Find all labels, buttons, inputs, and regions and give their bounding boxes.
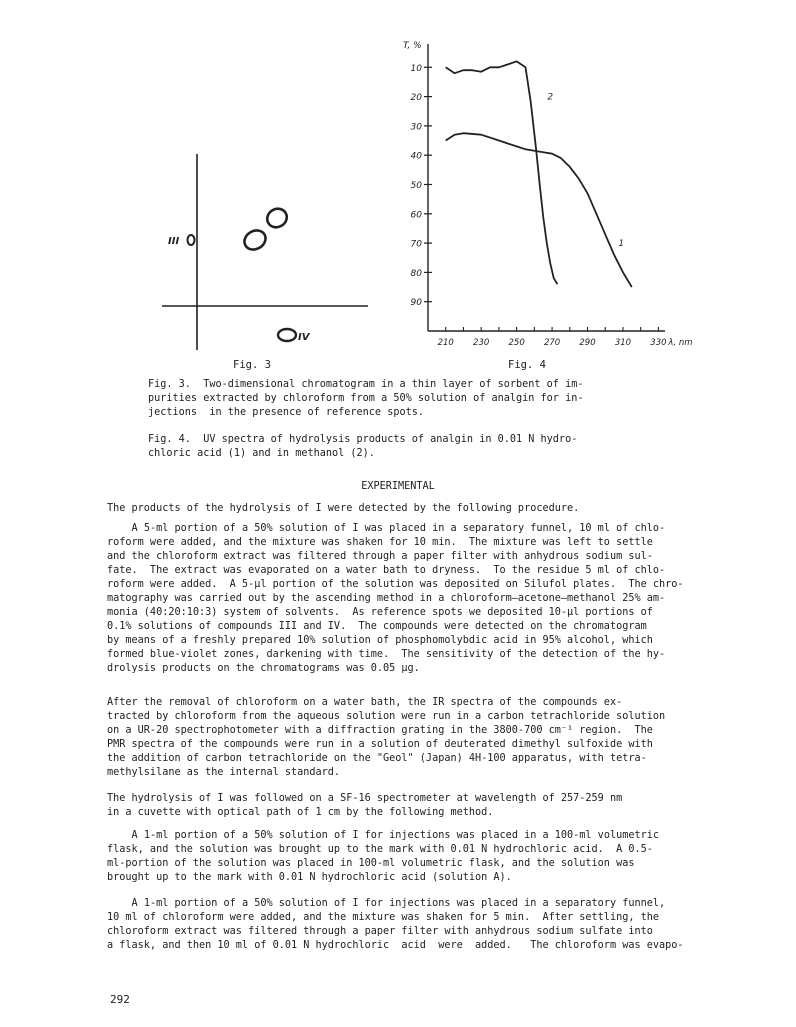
fig4-y-tick-label: 50 (410, 181, 422, 191)
fig4-y-tick-label: 20 (410, 93, 422, 104)
fig4-x-tick-label: 210 (437, 338, 454, 348)
fig3-spot-b (264, 205, 290, 231)
fig3-chromatogram (150, 150, 380, 350)
fig3-spot-iii (188, 235, 195, 245)
fig4-series-2-line (446, 61, 558, 284)
fig4-x-tick-label: 330 (650, 338, 667, 348)
fig4-y-tick-label: 40 (410, 151, 422, 162)
fig4-y-tick-label: 80 (410, 268, 422, 279)
paragraph-hydrolysis: The hydrolysis of I was followed on a SF-16 spectrometer at wavelength of 257-259 nm in a cuvette with optical path of 1 cm by the following method. (107, 793, 623, 818)
fig3-label: Fig. 3 (233, 359, 271, 371)
fig3-spot-iv (278, 329, 296, 341)
fig4-series-1-line (446, 133, 632, 287)
fig4-x-tick-label: 270 (543, 338, 561, 348)
fig4-y-tick-label: 10 (410, 63, 422, 74)
fig4-y-tick-label: 60 (410, 210, 422, 221)
paragraph-intro: The products of the hydrolysis of I were detected by the following procedure. (107, 503, 580, 514)
fig4-y-tick-label: 30 (410, 122, 422, 133)
page-number: 292 (110, 993, 130, 1006)
fig3-caption: Fig. 3. Two-dimensional chromatogram in a thin layer of sorbent of im- purities extracted by chloroform from a 50% solution of analgin for in- jections in the presence of reference spots. (148, 379, 584, 418)
fig4-curve-2-label: 2 (547, 92, 554, 103)
fig4-x-tick-label: 230 (473, 338, 490, 348)
paragraph-extraction: A 1-ml portion of a 50% solution of I for injections was placed in a separatory funnel, 10 ml of chloroform were added, and the mixture was shaken for 5 min. After settling, the chloroform extract was filtered through a paper filter with anhydrous sodium sulfate into a flask, and then 10 ml of 0.01 N hydrochloric acid were added. The chloroform was evapo- (107, 898, 684, 951)
fig4-y-tick-label: 90 (410, 298, 422, 309)
paragraph-solution-a: A 1-ml portion of a 50% solution of I for injections was placed in a 100-ml volumetric flask, and the solution was brought up to the mark with 0.01 N hydrochloric acid. A 0.5- ml-portion of the solution was placed in 100-ml volumetric flask, and the solution was brought up to the mark with 0.01 N hydrochloric acid (solution A). (107, 830, 660, 883)
fig4-x-axis-label: λ, nm (668, 338, 693, 348)
fig4-curve-1-label: 1 (618, 239, 625, 250)
fig3-spot-iii-label: III (168, 236, 180, 247)
fig4-x-tick-label: 290 (579, 338, 596, 348)
fig4-y-axis-label: T, % (403, 41, 422, 51)
fig4-x-tick-label: 310 (614, 338, 632, 348)
fig3-spot-iv-label: IV (298, 332, 310, 343)
paragraph-procedure: A 5-ml portion of a 50% solution of I was placed in a separatory funnel, 10 ml of chlo- roform were added, and the mixture was shaken for 10 min. The mixture was left to settle and the chloroform extract was filtered through a paper filter with anhydrous sodium sul- fate. The extract was evaporated on a water bath to dryness. To the residue 5 ml of chlo- roform were added. A 5-μl portion of the solution was deposited on Silufol plates. The chro- matography was carried out by the ascending method in a chloroform–acetone–methanol 25% am- monia (40:20:10:3) system of solvents. As reference spots we deposited 10-μl portions of 0.1% solutions of compounds III and IV. The compounds were detected on the chromatogram by means of a freshly prepared 10% solution of phosphomolybdic acid in 95% alcohol, which formed blue-violet zones, darkening with time. The sensitivity of the detection of the hy- drolysis products on the chromatograms was 0.05 μg. (107, 523, 684, 674)
fig3-spot-a (241, 227, 269, 254)
fig4-label: Fig. 4 (508, 359, 546, 371)
fig4-uv-spectra-chart (395, 35, 695, 353)
paragraph-ir-spectra: After the removal of chloroform on a water bath, the IR spectra of the compounds ex- tracted by chloroform from the aqueous solution were run in a carbon tetrachloride solution on a UR-20 spectrophotometer with a diffraction grating in the 3800-700 cm⁻¹ region. The PMR spectra of the compounds were run in a solution of deuterated dimethyl sulfoxide with the addition of carbon tetrachloride on the "Geol" (Japan) 4H-100 apparatus, with tetra- methylsilane as the internal standard. (107, 697, 666, 778)
fig4-y-tick-label: 70 (410, 239, 422, 250)
fig4-caption: Fig. 4. UV spectra of hydrolysis products of analgin in 0.01 N hydro- chloric acid (1) and in methanol (2). (148, 434, 578, 459)
section-heading: EXPERIMENTAL (361, 481, 435, 492)
fig4-x-tick-label: 250 (508, 338, 525, 348)
